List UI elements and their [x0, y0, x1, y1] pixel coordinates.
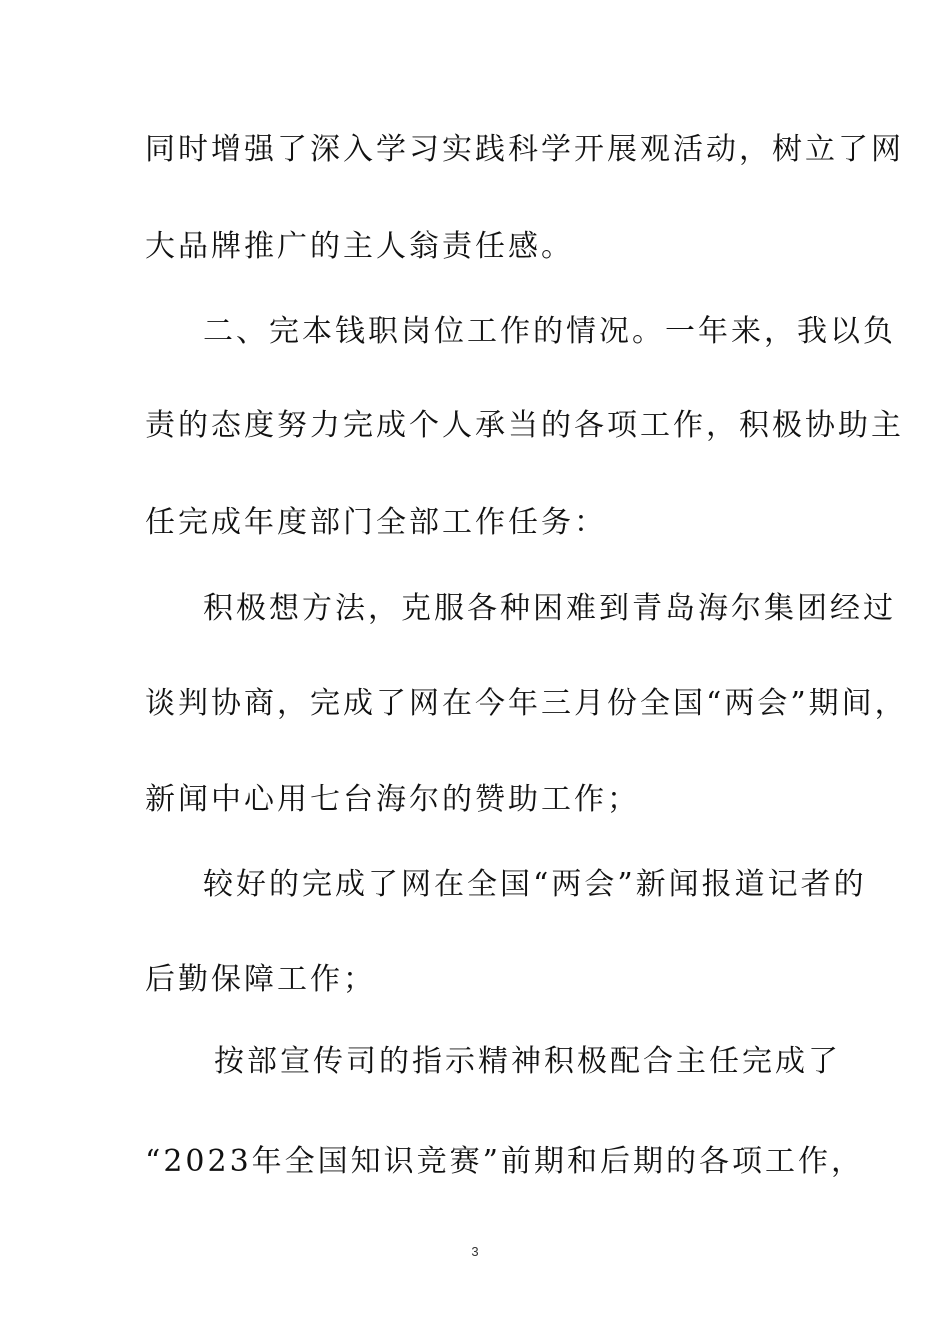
paragraph-line: 二、完本钱职岗位工作的情况。一年来，我以负: [203, 314, 896, 349]
page-number: 3: [471, 1244, 479, 1259]
paragraph-line: 任完成年度部门全部工作任务：: [145, 505, 607, 540]
paragraph-line: 新闻中心用七台海尔的赞助工作；: [145, 782, 640, 817]
paragraph-line: 按部宣传司的指示精神积极配合主任完成了: [214, 1044, 841, 1079]
paragraph-line: 积极想方法，克服各种困难到青岛海尔集团经过: [203, 591, 896, 626]
paragraph-line: 大品牌推广的主人翁责任感。: [145, 229, 574, 264]
paragraph-line: 同时增强了深入学习实践科学开展观活动，树立了网: [145, 132, 904, 167]
paragraph-line: 后勤保障工作；: [145, 962, 376, 997]
paragraph-line: “2023年全国知识竞赛”前期和后期的各项工作，: [145, 1144, 865, 1179]
paragraph-line: 谈判协商，完成了网在今年三月份全国“两会”期间，: [145, 686, 908, 721]
paragraph-line: 责的态度努力完成个人承当的各项工作，积极协助主: [145, 408, 904, 443]
paragraph-line: 较好的完成了网在全国“两会”新闻报道记者的: [203, 867, 867, 902]
